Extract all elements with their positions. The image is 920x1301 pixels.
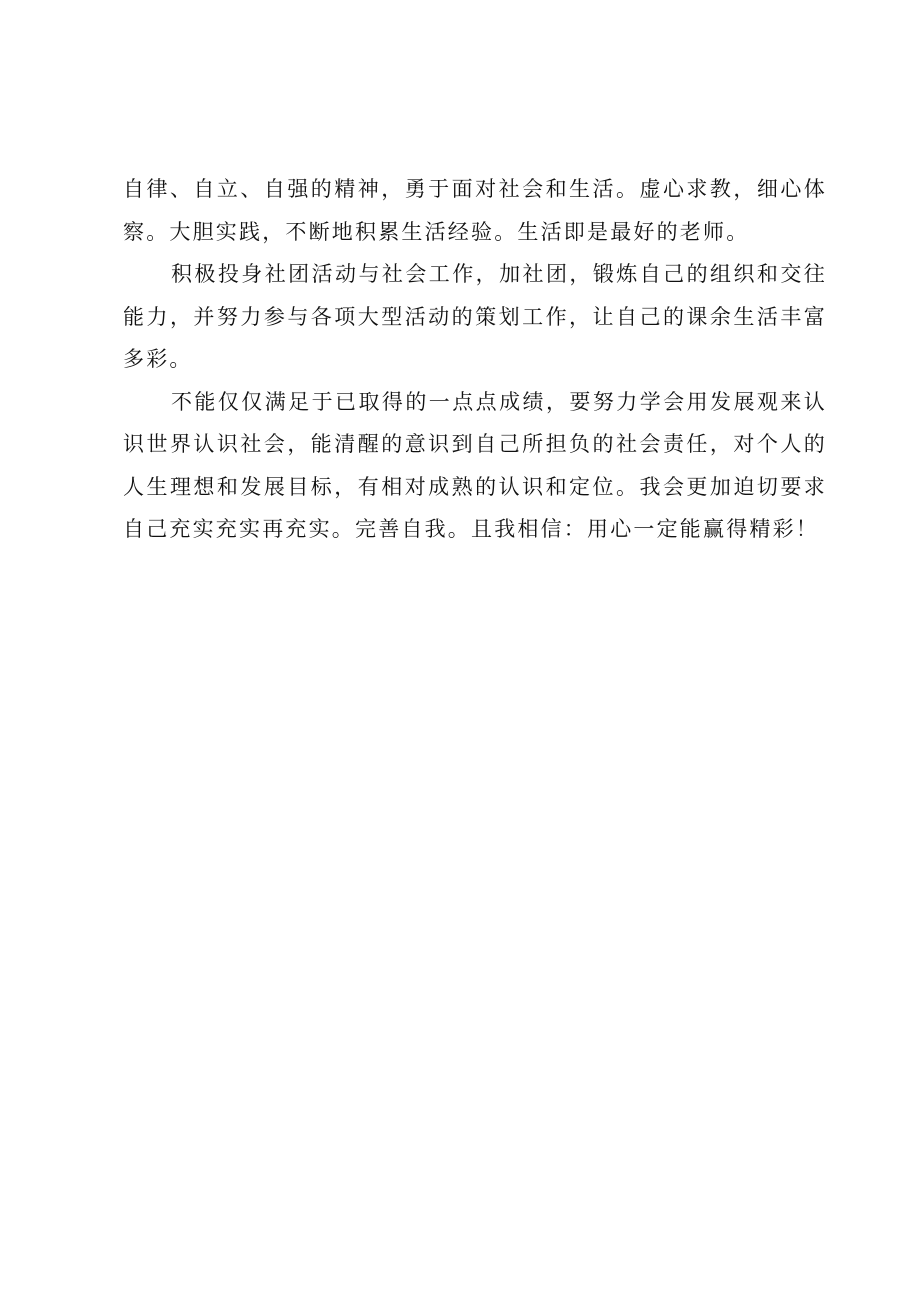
paragraph-3: 不能仅仅满足于已取得的一点点成绩，要努力学会用发展观来认识世界认识社会，能清醒的意识到自己所担负的社会责任，对个人的人生理想和发展目标，有相对成熟的认识和定位。我会更加迫切要求自己充实充实再充实。完善自我。且我相信：用心一定能赢得精彩！ (123, 389, 827, 541)
document-body (123, 168, 827, 551)
paragraph-2: 积极投身社团活动与社会工作，加社团，锻炼自己的组织和交往能力，并努力参与各项大型活动的策划工作，让自己的课余生活丰富多彩。 (123, 262, 827, 371)
paragraph-1: 自律、自立、自强的精神，勇于面对社会和生活。虚心求教，细心体察。大胆实践，不断地积累生活经验。生活即是最好的老师。 (123, 177, 827, 244)
